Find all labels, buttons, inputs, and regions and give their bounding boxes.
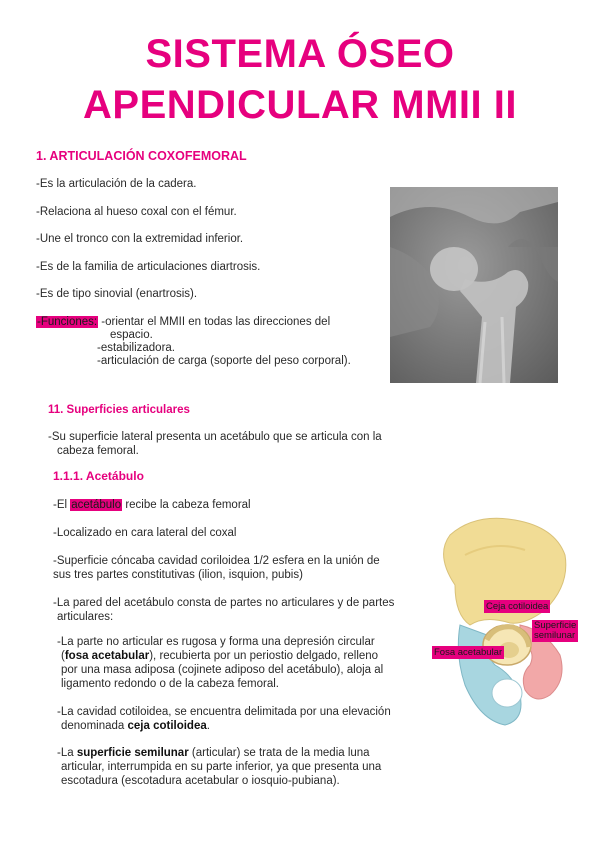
acetabulo-p4-line1: -La pared del acetábulo consta de partes no articulares y de partes <box>53 597 395 609</box>
acetabulo-p1-pre: -El <box>53 499 71 511</box>
acetabulo-p1-post: recibe la cabeza femoral <box>122 499 251 511</box>
page-title-line1: SISTEMA ÓSEO <box>145 32 455 76</box>
acetabulo-p3-line1: -Superficie cóncaba cavidad coriloidea 1/2 esfera en la unión de <box>53 555 380 567</box>
fosa-acetabular-term: fosa acetabular <box>64 650 150 662</box>
acetabulo-p5-line4: ligamento redondo o de la cabeza femoral. <box>61 678 280 690</box>
acetabulo-p1 <box>53 498 251 512</box>
label-superficie-line1: Superficie <box>534 620 577 631</box>
section-11-heading: 11. Superficies articulares <box>48 404 190 416</box>
acetabulo-p5-line2 <box>61 649 378 663</box>
hip-xray-image <box>390 187 558 383</box>
section-1-heading: 1. ARTICULACIÓN COXOFEMORAL <box>36 149 247 163</box>
p7-post: (articular) se trata de la media luna <box>188 747 370 759</box>
bullet-4: -Es de la familia de articulaciones diartrosis. <box>36 261 261 273</box>
funciones-label: -Funciones: <box>37 316 98 328</box>
funcion-1-cont: espacio. <box>110 329 153 341</box>
acetabulo-p2: -Localizado en cara lateral del coxal <box>53 527 237 539</box>
funcion-3: -articulación de carga (soporte del peso corporal). <box>97 355 351 367</box>
page-title-line2: APENDICULAR MMII II <box>83 83 517 127</box>
acetabulo-p6-line2 <box>61 719 210 733</box>
acetabulo-p5-line1: -La parte no articular es rugosa y forma una depresión circular <box>57 636 375 648</box>
funcion-2: -estabilizadora. <box>97 342 175 354</box>
p6-pre: denominada <box>61 720 128 732</box>
p5-rest: ), recubierta por un periostio delgado, relleno <box>149 650 379 662</box>
acetabulo-p3-line2: sus tres partes constitutivas (ilion, isquion, pubis) <box>53 569 303 581</box>
bullet-2: -Relaciona al hueso coxal con el fémur. <box>36 206 237 218</box>
acetabulo-highlight: acetábulo <box>71 499 122 511</box>
bullet-3: -Une el tronco con la extremidad inferior. <box>36 233 244 245</box>
p6-post: . <box>206 720 210 732</box>
funcion-1: -orientar el MMII en todas las direcciones del <box>101 316 331 328</box>
section-11-intro-line1: -Su superficie lateral presenta un acetábulo que se articula con la <box>48 431 382 443</box>
acetabulo-p5-line3: por una masa adiposa (cojinete adiposo del acetábulo), aloja al <box>61 664 384 676</box>
bullet-1: -Es la articulación de la cadera. <box>36 178 197 190</box>
p5-open: ( <box>61 650 65 662</box>
section-111-heading: 1.1.1. Acetábulo <box>53 469 144 483</box>
label-superficie-line2: semilunar <box>534 630 576 641</box>
funciones-line <box>36 315 330 329</box>
label-superficie-semilunar <box>532 620 578 642</box>
acetabulo-p6-line1: -La cavidad cotiloidea, se encuentra delimitada por una elevación <box>57 706 391 718</box>
label-ceja-cotiloidea: Ceja cotiloidea <box>486 601 549 612</box>
bullet-5: -Es de tipo sinovial (enartrosis). <box>36 288 198 300</box>
p7-pre: -La <box>57 747 77 759</box>
acetabulo-p7-line3: escotadura (escotadura acetabular o iosquio-pubiana). <box>61 775 340 787</box>
acetabulo-p4-line2: articulares: <box>57 611 114 623</box>
label-fosa-acetabular: Fosa acetabular <box>434 647 503 658</box>
section-11-intro-line2: cabeza femoral. <box>57 445 139 457</box>
ceja-cotiloidea-term: ceja cotiloidea <box>127 720 207 732</box>
acetabulo-p7-line1 <box>57 746 370 760</box>
superficie-semilunar-term: superficie semilunar <box>76 747 189 759</box>
acetabulo-p7-line2: articular, interrumpida en su parte inferior, ya que presenta una <box>61 761 382 773</box>
